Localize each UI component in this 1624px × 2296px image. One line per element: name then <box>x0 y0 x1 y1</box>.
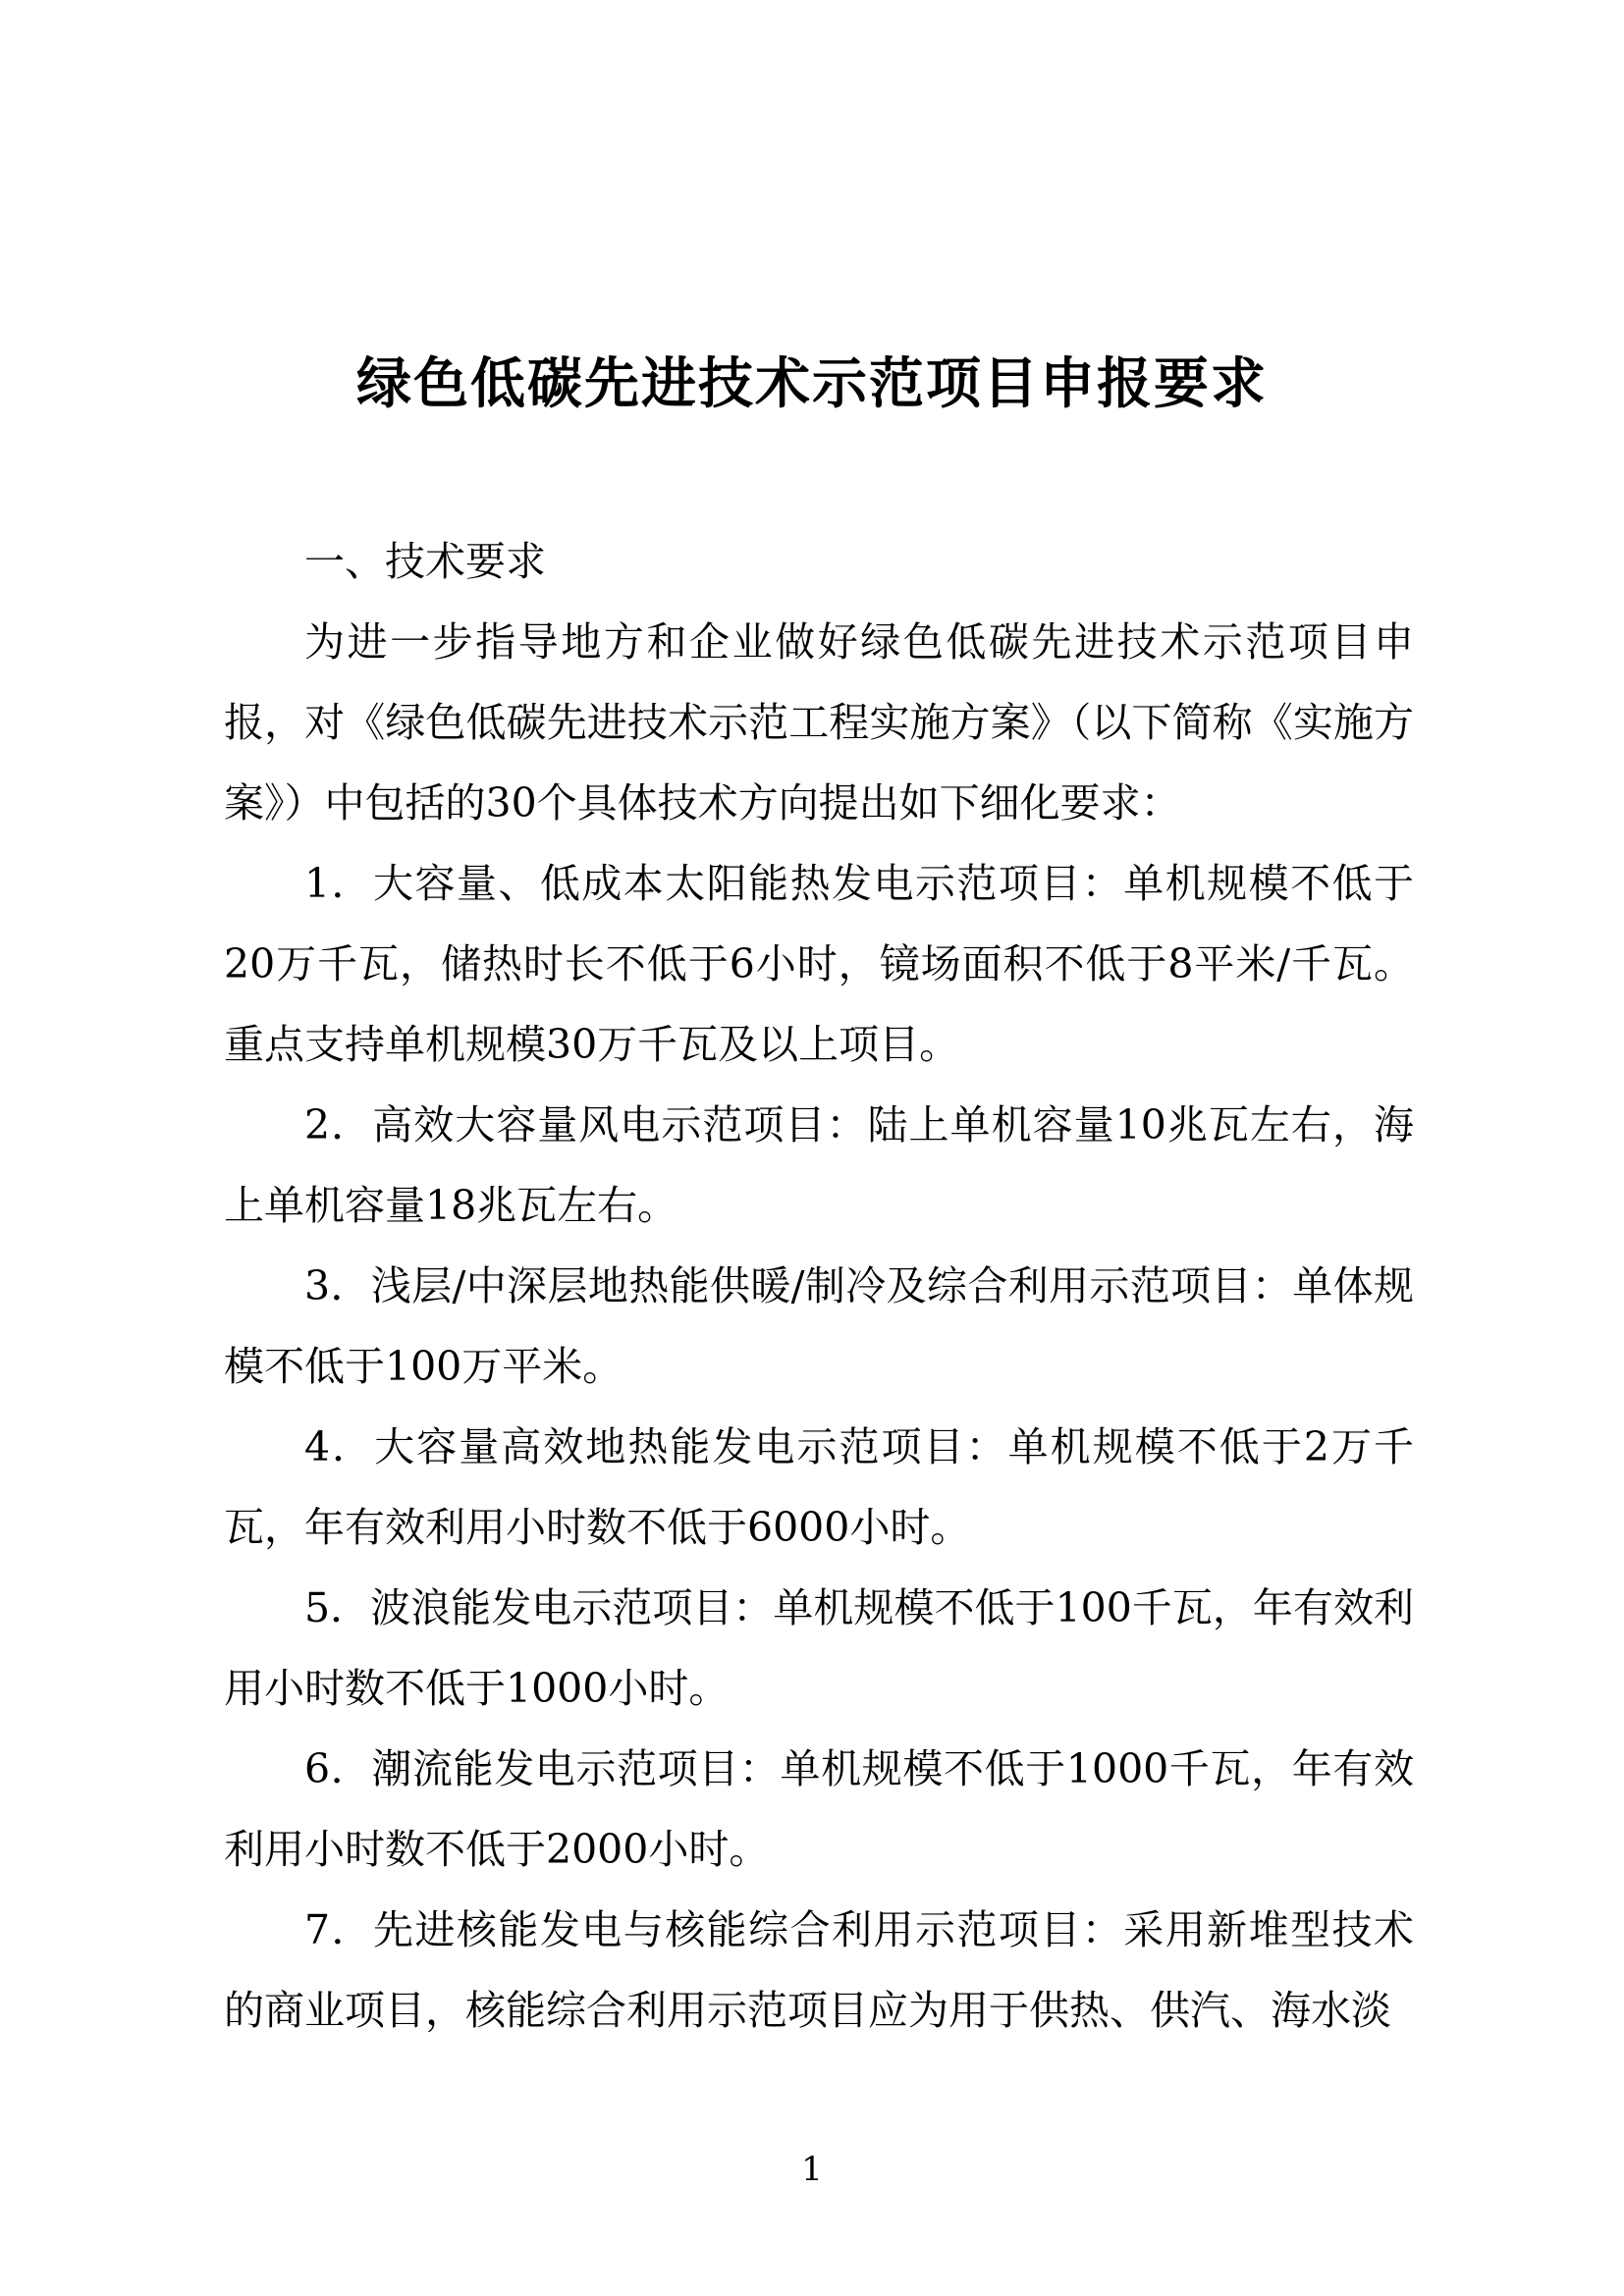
requirement-item-1: 1．大容量、低成本太阳能热发电示范项目：单机规模不低于20万千瓦，储热时长不低于6小时，镜场面积不低于8平米/千瓦。重点支持单机规模30万千瓦及以上项目。 <box>224 860 1414 1068</box>
requirement-item-4: 4．大容量高效地热能发电示范项目：单机规模不低于2万千瓦，年有效利用小时数不低于6000小时。 <box>224 1423 1414 1551</box>
requirement-item-6: 6．潮流能发电示范项目：单机规模不低于1000千瓦，年有效利用小时数不低于2000小时。 <box>224 1745 1414 1873</box>
document-body <box>224 521 1414 2051</box>
requirement-item-2: 2．高效大容量风电示范项目：陆上单机容量10兆瓦左右，海上单机容量18兆瓦左右。 <box>224 1101 1414 1229</box>
requirement-item-7: 7．先进核能发电与核能综合利用示范项目：采用新堆型技术的商业项目，核能综合利用示范项目应为用于供热、供汽、海水淡 <box>224 1906 1414 2034</box>
requirement-item-3: 3．浅层/中深层地热能供暖/制冷及综合利用示范项目：单体规模不低于100万平米。 <box>224 1262 1414 1390</box>
document-title: 绿色低碳先进技术示范项目申报要求 <box>356 352 1268 416</box>
intro-paragraph: 为进一步指导地方和企业做好绿色低碳先进技术示范项目申报，对《绿色低碳先进技术示范工程实施方案》（以下简称《实施方案》）中包括的30个具体技术方向提出如下细化要求： <box>224 618 1414 827</box>
section-heading: 一、技术要求 <box>304 538 546 585</box>
requirement-item-5: 5．波浪能发电示范项目：单机规模不低于100千瓦，年有效利用小时数不低于1000小时。 <box>224 1584 1414 1712</box>
page-number: 1 <box>801 2150 823 2189</box>
